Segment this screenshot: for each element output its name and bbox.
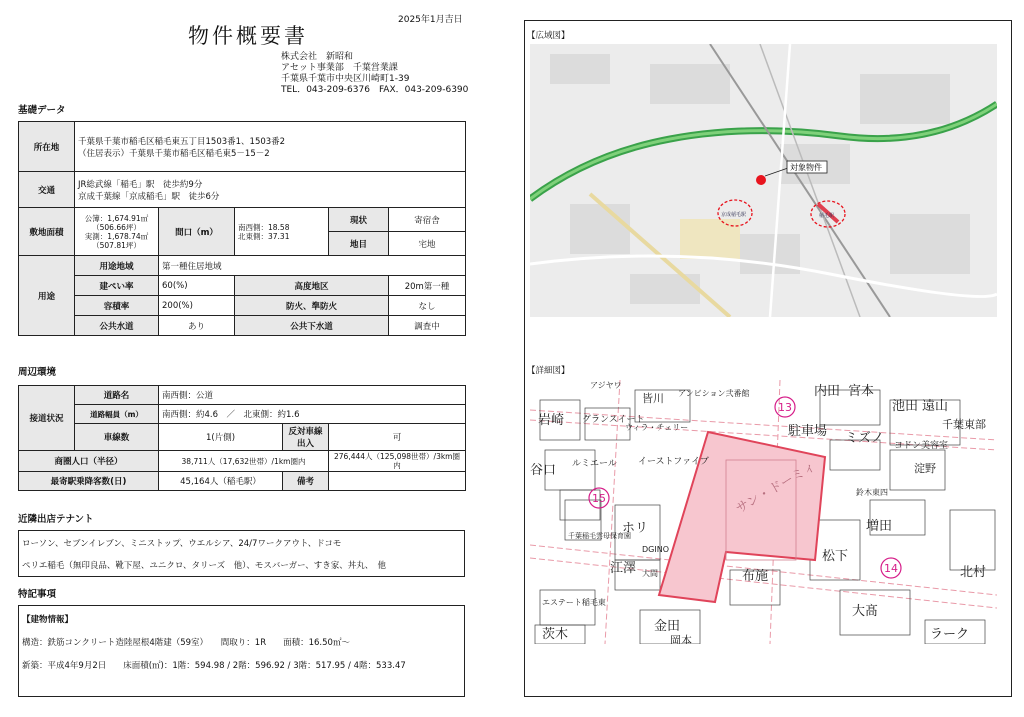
area-value: 公簿：1,674.91㎡ （506.66坪） 実測：1,678.74㎡ （507.81坪）: [75, 208, 159, 256]
transport-value: JR総武線「稲毛」駅 徒歩約9分 京成千葉線「京成稲毛」駅 徒歩6分: [75, 172, 466, 208]
zone-value: 第一種住居地域: [159, 256, 466, 276]
map-label: 内田: [814, 384, 841, 399]
bcr-value: 60(%): [159, 276, 235, 296]
map-label: 布施: [742, 569, 769, 584]
map-label: 増田: [866, 519, 893, 534]
map-label: 千葉稲毛雲母保育園: [568, 532, 631, 540]
company-phone: TEL．043-209-6376 FAX．043-209-6390: [281, 85, 469, 95]
map-label: 宮本: [848, 384, 875, 399]
map-label: 茨木: [542, 627, 569, 642]
map-label: ミズノ: [845, 431, 885, 446]
surroundings-table: [18, 385, 466, 491]
map-label: 鈴木東四: [856, 488, 888, 497]
map-label: 金田: [654, 619, 681, 634]
company-address: 千葉県千葉市中央区川崎町1-39: [281, 74, 410, 84]
far-label: 容積率: [75, 296, 159, 316]
population-3km: 276,444人（125,098世帯）/3km圏内: [329, 451, 466, 472]
map-label: 千葉東部: [942, 418, 986, 431]
section-surroundings: 周辺環境: [18, 367, 57, 378]
map-label: 池田: [892, 399, 919, 414]
detail-map-graphic: [530, 380, 997, 644]
map-label: 淀野: [914, 462, 936, 475]
marker-13: 13: [778, 401, 792, 414]
map-label: 大髙: [852, 604, 879, 619]
map-label: 松下: [822, 549, 849, 564]
tenants-line-2: ペリエ稲毛（無印良品、靴下屋、ユニクロ、タリーズ 他）、モスバーガー、すき家、丼丸、 他: [22, 561, 387, 571]
road-label: 接道状況: [19, 386, 75, 451]
location-value: 千葉県千葉市稲毛区稲毛東五丁目1503番1、1503番2 （住居表示）千葉県千葉市稲毛区稲毛東5－15－2: [75, 122, 466, 172]
water-label: 公共水道: [75, 316, 159, 336]
lanes-value: 1(片側): [159, 424, 283, 451]
remarks-value: [329, 472, 466, 491]
usage-label: 用途: [19, 256, 75, 336]
sewer-label: 公共下水道: [235, 316, 389, 336]
population-label: 商圏人口（半径）: [19, 451, 159, 472]
opposite-value: 可: [329, 424, 466, 451]
area-label: 敷地面積: [19, 208, 75, 256]
wide-map-graphic: [530, 44, 997, 317]
company-info: [281, 52, 468, 96]
landtype-value: 宅地: [389, 232, 466, 256]
remarks-label: 備考: [283, 472, 329, 491]
wide-map-title: 【広域図】: [527, 31, 570, 41]
road-name-label: 道路名: [75, 386, 159, 405]
map-label: 岩崎: [538, 413, 565, 428]
water-value: あり: [159, 316, 235, 336]
map-label: グランスイート: [582, 415, 645, 425]
status-value: 寄宿舎: [389, 208, 466, 232]
wide-station-2: 稲毛駅: [819, 213, 835, 219]
wide-marker-label: 対象物件: [790, 163, 822, 172]
fire-value: なし: [389, 296, 466, 316]
map-label: ウィラ・チェリー: [625, 423, 689, 432]
road-width-label: 道路幅員（m）: [75, 405, 159, 424]
map-label: 遠山: [922, 399, 949, 414]
section-tenants: 近隣出店テナント: [18, 514, 94, 525]
detail-property-name: サン・ドーミィ: [733, 459, 819, 517]
opposite-label: 反対車線出入: [283, 424, 329, 451]
detail-map[interactable]: [530, 380, 997, 644]
wide-station-1: 京成稲毛駅: [721, 212, 747, 218]
station-value: 45,164人（稲毛駅）: [159, 472, 283, 491]
road-name-value: 南西側：公道: [159, 386, 466, 405]
road-width-value: 南西側：約4.6 ／ 北東側：約1.6: [159, 405, 466, 424]
frontage-value: 南西側：18.58 北東側：37.31: [235, 208, 329, 256]
basic-data-table: [18, 121, 466, 336]
map-label: 岡本: [670, 634, 692, 644]
transport-label: 交通: [19, 172, 75, 208]
far-value: 200(%): [159, 296, 235, 316]
zone-label: 用途地域: [75, 256, 159, 276]
tenants-line-1: ローソン、セブンイレブン、ミニストップ、ウエルシア、24/7ワークアウト、ドコモ: [22, 539, 342, 549]
map-label: 大間: [642, 569, 658, 578]
map-label: エステート稲毛東: [542, 598, 606, 607]
map-label: アンビション弐番館: [678, 389, 750, 398]
frontage-label: 間口（m）: [159, 208, 235, 256]
special-box: [18, 605, 465, 697]
map-label: 駐車場: [788, 424, 828, 439]
document-title: 物件概要書: [188, 24, 308, 48]
fire-label: 防火、準防火: [235, 296, 389, 316]
company-name: 株式会社 新昭和: [281, 52, 354, 62]
building-info-heading: 【建物情報】: [22, 615, 74, 625]
map-label: 北村: [960, 565, 987, 580]
map-label: 谷口: [530, 463, 557, 478]
wide-area-map[interactable]: [530, 44, 997, 317]
sewer-value: 調査中: [389, 316, 466, 336]
bcr-label: 建ぺい率: [75, 276, 159, 296]
map-label: ラーク: [930, 627, 970, 642]
lanes-label: 車線数: [75, 424, 159, 451]
map-label: ヨドン美容室: [894, 441, 949, 451]
height-label: 高度地区: [235, 276, 389, 296]
population-1km: 38,711人（17,632世帯）/1km圏内: [159, 451, 329, 472]
map-label: ホリ: [622, 521, 649, 536]
marker-14: 14: [884, 562, 898, 575]
status-label: 現状: [329, 208, 389, 232]
marker-15: 15: [592, 492, 606, 505]
tenants-box: [18, 530, 465, 577]
company-dept: アセット事業部 千葉営業課: [281, 63, 398, 73]
height-value: 20m第一種: [389, 276, 466, 296]
landtype-label: 地目: [329, 232, 389, 256]
section-special: 特記事項: [18, 589, 57, 600]
map-label: 皆川: [642, 392, 664, 405]
building-info-line-1: 構造：鉄筋コンクリート造陸屋根4階建（59室） 間取り：1R 面積：16.50㎡～: [22, 638, 350, 648]
detail-map-title: 【詳細図】: [527, 366, 570, 376]
map-label: DGINO: [642, 545, 669, 554]
document-date: 2025年1月吉日: [398, 15, 463, 25]
location-label: 所在地: [19, 122, 75, 172]
station-label: 最寄駅乗降客数(日): [19, 472, 159, 491]
section-basic-data: 基礎データ: [18, 105, 66, 116]
map-label: ルミエール: [572, 459, 617, 469]
map-label: 江澤: [610, 561, 637, 576]
map-label: イーストファイブ: [638, 457, 709, 467]
building-info-line-2: 新築：平成4年9月2日 床面積(㎡)：1階：594.98 / 2階：596.92 / 3階：517.95 / 4階：533.47: [22, 661, 406, 671]
map-label: アジヤワ: [590, 381, 622, 390]
